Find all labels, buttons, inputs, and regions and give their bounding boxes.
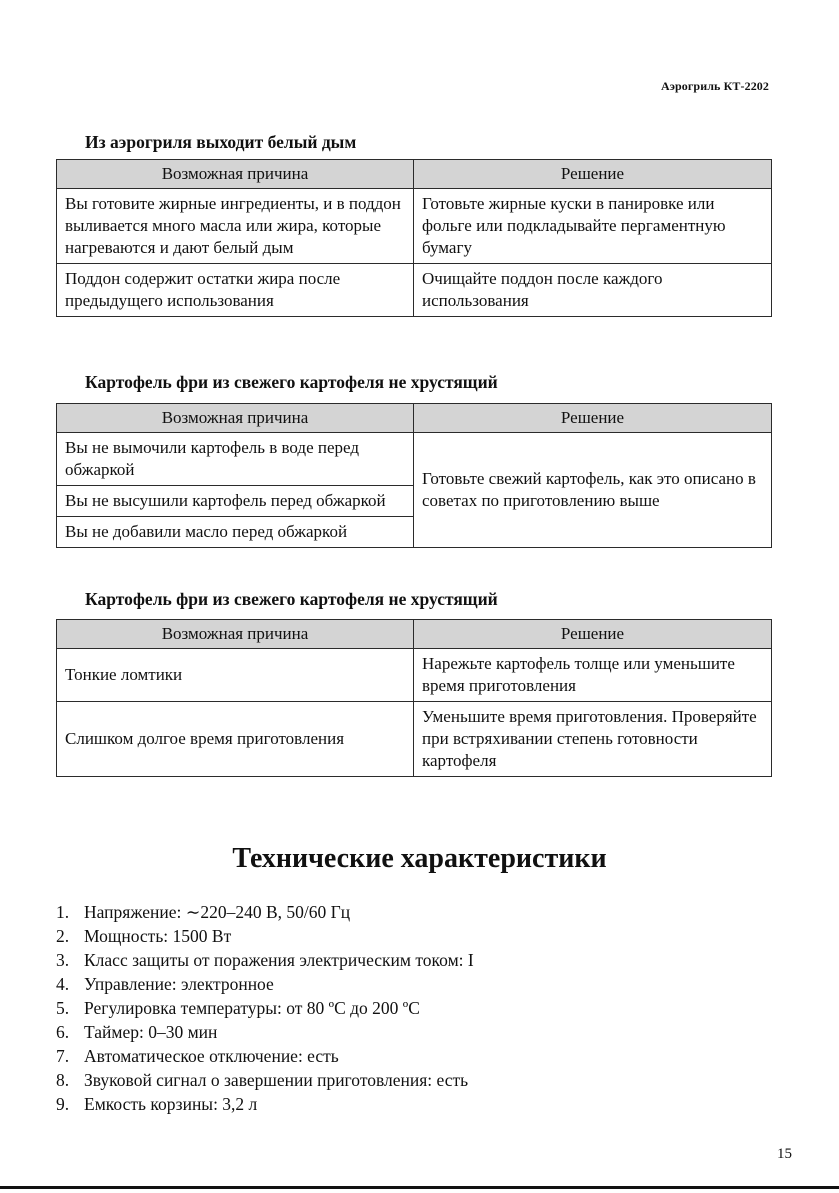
list-text: Класс защиты от поражения электрическим током: I: [84, 950, 474, 970]
list-item: [56, 1068, 474, 1092]
cause-cell: Вы не добавили масло перед обжаркой: [57, 517, 414, 548]
troubleshooting-table-white-smoke: [56, 159, 772, 317]
column-header-cause: Возможная причина: [57, 404, 414, 433]
cause-cell: Вы готовите жирные ингредиенты, и в поддон выливается много масла или жира, которые нагреваются и дают белый дым: [57, 189, 414, 264]
list-text: Управление: электронное: [84, 974, 274, 994]
table-row: [57, 264, 772, 317]
cause-cell: Поддон содержит остатки жира после предыдущего использования: [57, 264, 414, 317]
column-header-cause: Возможная причина: [57, 620, 414, 649]
list-item: [56, 1092, 474, 1116]
table-row: [57, 189, 772, 264]
list-text: Емкость корзины: 3,2 л: [84, 1094, 258, 1114]
troubleshooting-table-fries-preparation: [56, 403, 772, 548]
list-item: [56, 900, 474, 924]
solution-cell: Готовьте свежий картофель, как это описано в советах по приготовлению выше: [414, 433, 772, 548]
list-number: 7.: [56, 1046, 70, 1066]
section-title-fries-not-crispy: Картофель фри из свежего картофеля не хрустящий: [85, 372, 498, 392]
list-number: 3.: [56, 950, 70, 970]
section-title-fries-not-crispy-2: Картофель фри из свежего картофеля не хрустящий: [85, 589, 498, 609]
table-header-row: [57, 404, 772, 433]
list-number: 2.: [56, 926, 70, 946]
table-header-row: [57, 620, 772, 649]
list-number: 4.: [56, 974, 70, 994]
list-text: Таймер: 0–30 мин: [84, 1022, 218, 1042]
list-text: Регулировка температуры: от 80 ºC до 200 ºC: [84, 998, 420, 1018]
list-number: 6.: [56, 1022, 70, 1042]
list-number: 9.: [56, 1094, 70, 1114]
specs-list: [56, 900, 474, 1116]
bottom-divider: [0, 1186, 839, 1189]
list-text: Мощность: 1500 Вт: [84, 926, 232, 946]
list-text: Напряжение: ∼220–240 В, 50/60 Гц: [84, 902, 351, 922]
cause-cell: Слишком долгое время приготовления: [57, 702, 414, 777]
table-row: [57, 702, 772, 777]
table-row: [57, 433, 772, 486]
cause-cell: Вы не высушили картофель перед обжаркой: [57, 486, 414, 517]
column-header-solution: Решение: [414, 404, 772, 433]
page-number: 15: [777, 1146, 792, 1162]
list-item: [56, 948, 474, 972]
solution-cell: Готовьте жирные куски в панировке или фольге или подкладывайте пергаментную бумагу: [414, 189, 772, 264]
list-item: [56, 996, 474, 1020]
table-row: [57, 649, 772, 702]
table-header-row: [57, 160, 772, 189]
running-header: Аэрогриль КТ-2202: [660, 79, 769, 93]
column-header-solution: Решение: [414, 620, 772, 649]
cause-cell: Вы не вымочили картофель в воде перед обжаркой: [57, 433, 414, 486]
list-text: Звуковой сигнал о завершении приготовления: есть: [84, 1070, 469, 1090]
list-item: [56, 1044, 474, 1068]
cause-cell: Тонкие ломтики: [57, 649, 414, 702]
list-item: [56, 924, 474, 948]
list-text: Автоматическое отключение: есть: [84, 1046, 339, 1066]
list-number: 1.: [56, 902, 70, 922]
solution-cell: Очищайте поддон после каждого использования: [414, 264, 772, 317]
list-item: [56, 1020, 474, 1044]
list-number: 5.: [56, 998, 70, 1018]
troubleshooting-table-fries-cutting: [56, 619, 772, 777]
column-header-solution: Решение: [414, 160, 772, 189]
specs-title: Технические характеристики: [232, 843, 607, 874]
list-number: 8.: [56, 1070, 70, 1090]
column-header-cause: Возможная причина: [57, 160, 414, 189]
list-item: [56, 972, 474, 996]
solution-cell: Уменьшите время приготовления. Проверяйте при встряхивании степень готовности картофеля: [414, 702, 772, 777]
section-title-white-smoke: Из аэрогриля выходит белый дым: [85, 132, 357, 152]
solution-cell: Нарежьте картофель толще или уменьшите время приготовления: [414, 649, 772, 702]
